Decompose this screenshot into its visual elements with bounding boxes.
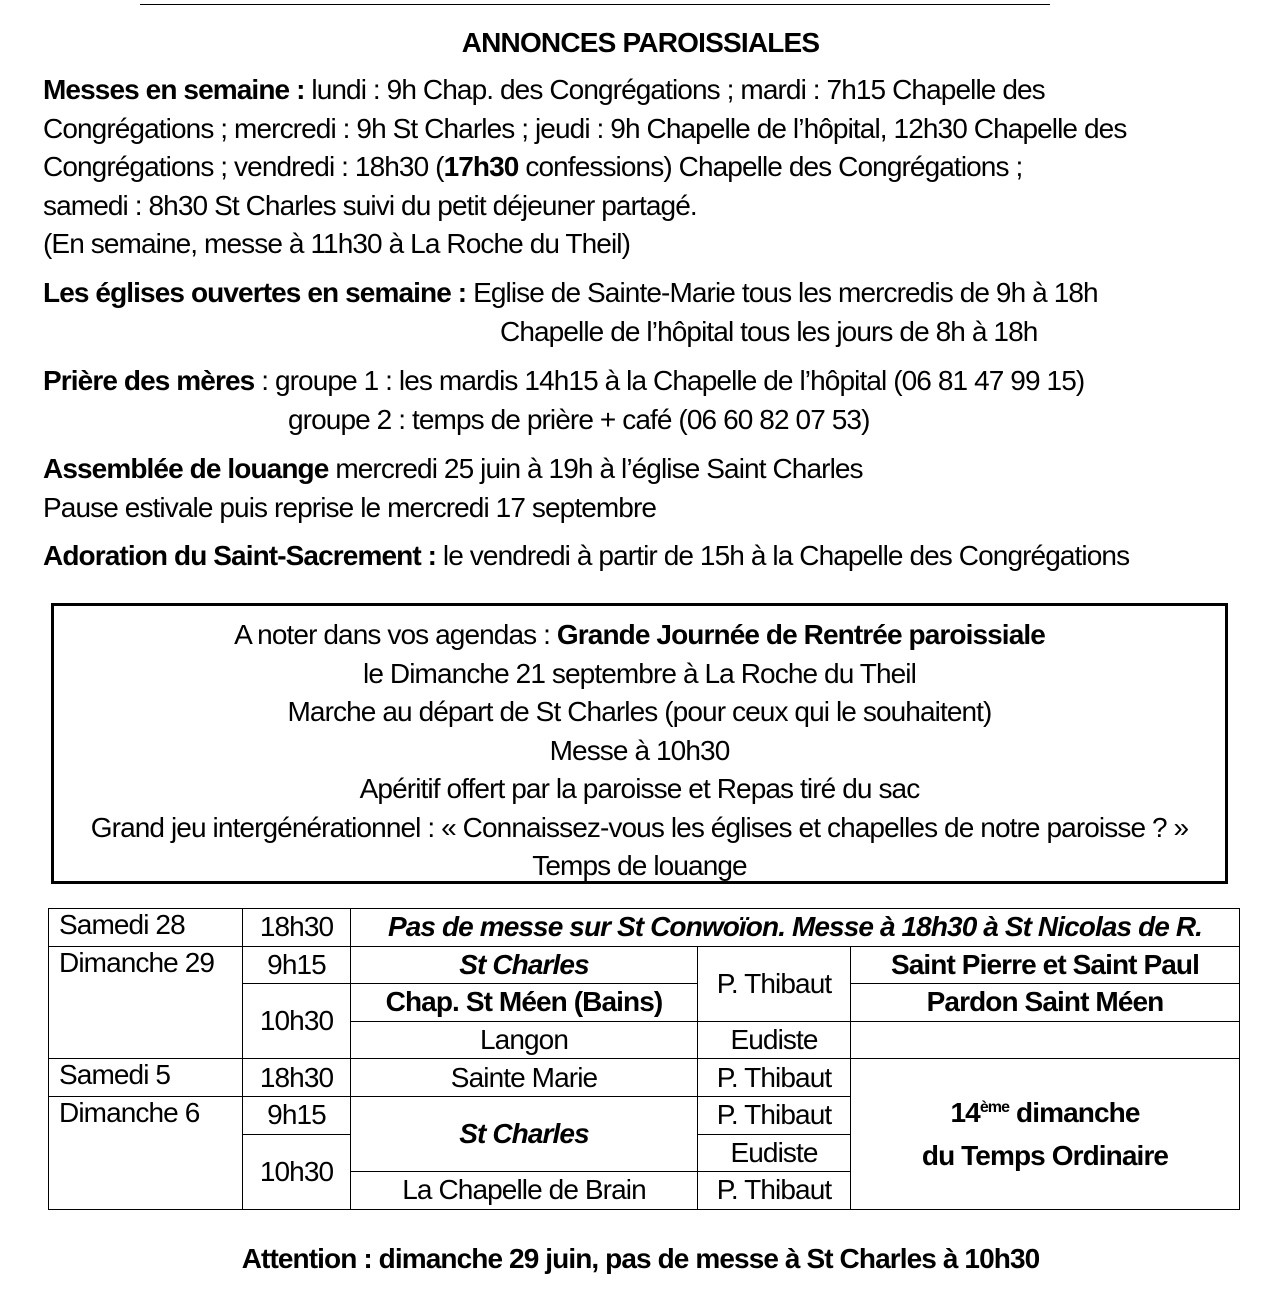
place-cell: Sainte Marie xyxy=(351,1059,698,1097)
feast-sunday-line-2: du Temps Ordinaire xyxy=(921,1140,1169,1172)
place-cell: Langon xyxy=(351,1021,698,1059)
priest-cell: P. Thibaut xyxy=(698,1172,851,1210)
messes-line-3: Congrégations ; vendredi : 18h30 (17h30 confessions) Chapelle des Congrégations ; xyxy=(43,151,1023,182)
prieres-label: Prière des mères xyxy=(43,365,255,396)
notice-line-1: A noter dans vos agendas : Grande Journée de Rentrée paroissiale xyxy=(234,619,1045,650)
table-row xyxy=(49,946,1240,984)
notice-line-7: Temps de louange xyxy=(532,850,747,881)
rentree-notice-box xyxy=(51,603,1228,884)
time-cell: 10h30 xyxy=(243,1134,351,1209)
louange-label: Assemblée de louange xyxy=(43,453,329,484)
louange-line-2: Pause estivale puis reprise le mercredi 17 septembre xyxy=(43,491,657,523)
notice-line-3: Marche au départ de St Charles (pour ceux qui le souhaitent) xyxy=(287,696,992,727)
note-cell: Pas de messe sur St Conwoïon. Messe à 18h30 à St Nicolas de R. xyxy=(351,909,1240,947)
priest-cell: Eudiste xyxy=(698,1021,851,1059)
priest-cell: P. Thibaut xyxy=(698,946,851,1021)
day-cell: Dimanche 29 xyxy=(49,946,243,1059)
louange-line-1: Assemblée de louange mercredi 25 juin à 19h à l’église Saint Charles xyxy=(43,453,863,484)
mass-schedule-table xyxy=(48,908,1240,1210)
empty-cell xyxy=(851,1021,1240,1059)
time-cell: 18h30 xyxy=(243,909,351,947)
prieres-line-2: groupe 2 : temps de prière + café (06 60 82 07 53) xyxy=(288,403,870,435)
notice-line-6: Grand jeu intergénérationnel : « Connaissez-vous les églises et chapelles de notre paroisse ? » xyxy=(90,811,1189,843)
feast-sunday-cell xyxy=(851,1059,1240,1209)
priest-cell: P. Thibaut xyxy=(698,1059,851,1097)
notice-line-2: le Dimanche 21 septembre à La Roche du Theil xyxy=(363,657,916,689)
priest-cell: P. Thibaut xyxy=(698,1096,851,1134)
feast-cell: Pardon Saint Méen xyxy=(851,984,1240,1022)
time-cell: 9h15 xyxy=(243,946,351,984)
day-cell: Samedi 28 xyxy=(49,909,243,947)
table-row xyxy=(49,909,1240,947)
messes-line-5: (En semaine, messe à 11h30 à La Roche du Theil) xyxy=(43,228,631,259)
time-cell: 9h15 xyxy=(243,1096,351,1134)
louange-section xyxy=(43,450,1238,527)
messes-line-1: Messes en semaine : lundi : 9h Chap. des Congrégations ; mardi : 7h15 Chapelle des xyxy=(43,74,1045,105)
prieres-line-1: Prière des mères : groupe 1 : les mardis 14h15 à la Chapelle de l’hôpital (06 81 47 99 15) xyxy=(43,365,1085,396)
day-cell: Dimanche 6 xyxy=(49,1096,243,1209)
adoration-section xyxy=(43,537,1238,576)
page-title: ANNONCES PAROISSIALES xyxy=(461,27,820,58)
adoration-label: Adoration du Saint-Sacrement : xyxy=(43,540,437,571)
day-cell: Samedi 5 xyxy=(49,1059,243,1097)
messes-label: Messes en semaine : xyxy=(43,74,305,105)
place-cell: La Chapelle de Brain xyxy=(351,1172,698,1210)
priest-cell: Eudiste xyxy=(698,1134,851,1172)
adoration-line-1: Adoration du Saint-Sacrement : le vendredi à partir de 15h à la Chapelle des Congrégations xyxy=(43,540,1130,571)
table-row xyxy=(49,1059,1240,1097)
notice-line-4: Messe à 10h30 xyxy=(549,734,730,766)
messes-line-4: samedi : 8h30 St Charles suivi du petit déjeuner partagé. xyxy=(43,189,697,221)
place-cell: St Charles xyxy=(351,1096,698,1171)
place-cell: Chap. St Méen (Bains) xyxy=(351,984,698,1022)
feast-sunday-line-1: 14ème dimanche xyxy=(950,1097,1140,1129)
eglises-label: Les églises ouvertes en semaine : xyxy=(43,277,467,308)
eglises-section xyxy=(43,274,1238,351)
eglises-line-1: Les églises ouvertes en semaine : Eglise de Sainte-Marie tous les mercredis de 9h à 18h xyxy=(43,277,1098,308)
prieres-section xyxy=(43,362,1238,439)
footer-warning: Attention : dimanche 29 juin, pas de messe à St Charles à 10h30 xyxy=(241,1243,1040,1274)
eglises-line-2: Chapelle de l’hôpital tous les jours de 8h à 18h xyxy=(500,315,1038,347)
time-cell: 10h30 xyxy=(243,984,351,1059)
messes-section xyxy=(43,71,1238,264)
messes-line-2: Congrégations ; mercredi : 9h St Charles ; jeudi : 9h Chapelle de l’hôpital, 12h30 Chapelle des xyxy=(43,112,1127,144)
notice-line-5: Apéritif offert par la paroisse et Repas tiré du sac xyxy=(359,773,920,804)
place-cell: St Charles xyxy=(351,946,698,984)
time-cell: 18h30 xyxy=(243,1059,351,1097)
notice-headline: Grande Journée de Rentrée paroissiale xyxy=(556,619,1045,650)
feast-cell: Saint Pierre et Saint Paul xyxy=(851,946,1240,984)
top-rule xyxy=(140,4,1050,5)
